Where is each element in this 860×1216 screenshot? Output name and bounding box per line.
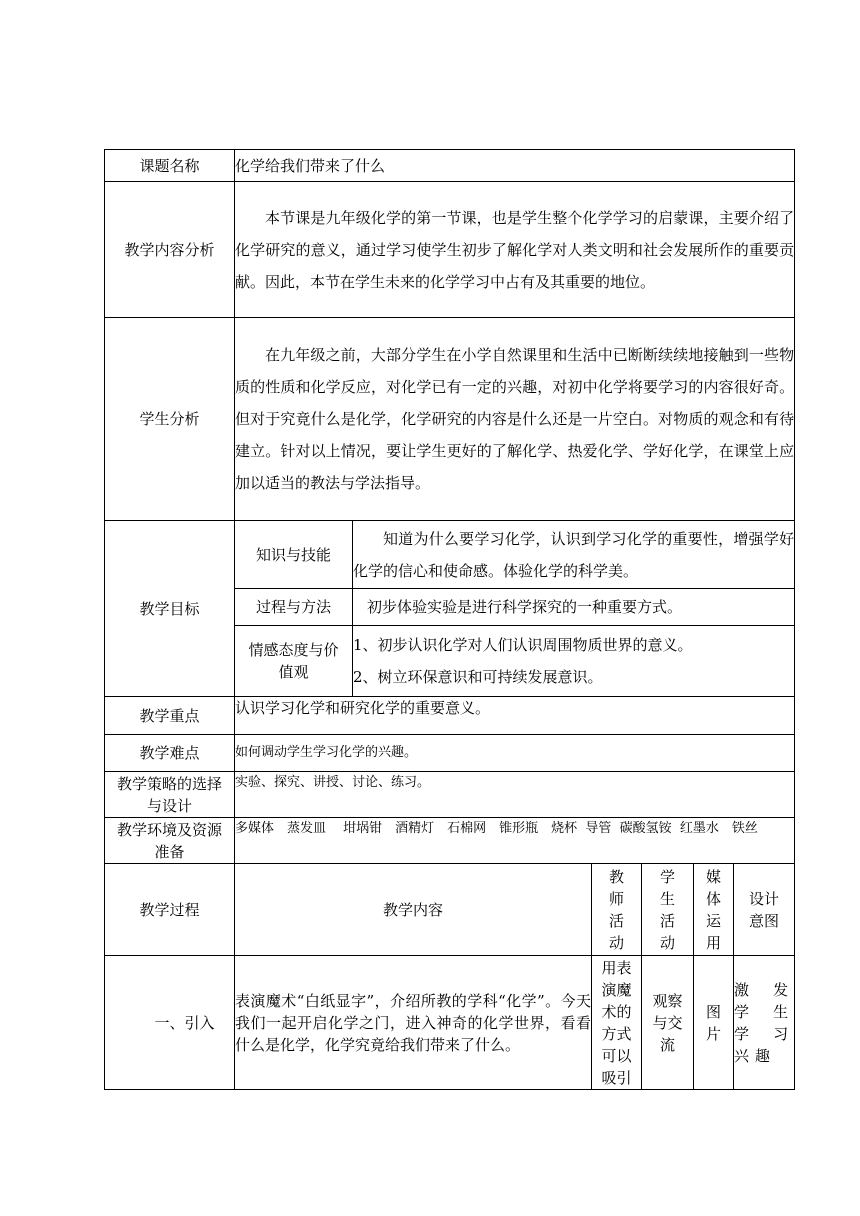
student-analysis-text: 在九年级之前，大部分学生在小学自然课里和生活中已断断续续地接触到一些物质的性质和化学反应，对化学已有一定的兴趣，对初中化学将要学习的内容很好奇。但对于究竟什么是化学，化学研究的内容是什么还是一片空白。对物质的观念和有待建立。针对以上情况，要让学生更好的了解化学、热爱化学、学好化学，在课堂上应加以适当的教法与学法指导。 xyxy=(235,346,795,492)
key-points-row xyxy=(105,697,795,735)
process-content: 表演魔术“白纸显字”，介绍所教的学科“化学”。今天我们一起开启化学之门，进入神奇的化学世界，看看什么是化学，化学究竟给我们带来了什么。 xyxy=(235,956,592,1090)
strategy-label: 教学策略的选择与设计 xyxy=(105,772,235,818)
process-header: 教学过程 xyxy=(105,864,235,956)
strategy-row xyxy=(105,772,795,818)
student-analysis-label: 学生分析 xyxy=(105,318,235,521)
key-points-label: 教学重点 xyxy=(105,697,235,735)
topic-label: 课题名称 xyxy=(105,150,235,182)
content-analysis-label: 教学内容分析 xyxy=(105,182,235,318)
topic-value: 化学给我们带来了什么 xyxy=(235,150,795,182)
lesson-plan-table xyxy=(104,149,795,1090)
media-header: 媒体运用 xyxy=(694,864,734,956)
teacher-header: 教师活动 xyxy=(592,864,642,956)
goals-label: 教学目标 xyxy=(105,521,235,697)
key-points-text: 认识学习化学和研究化学的重要意义。 xyxy=(235,697,795,735)
process-row xyxy=(105,956,795,1090)
process-design: 激发学生学习兴趣 xyxy=(734,956,795,1090)
content-analysis-row xyxy=(105,182,795,318)
knowledge-text: 知道为什么要学习化学，认识到学习化学的重要性，增强学好化学的信心和使命感。体验化学的科学美。 xyxy=(353,529,795,580)
process-step: 一、引入 xyxy=(105,956,235,1090)
environment-label: 教学环境及资源准备 xyxy=(105,818,235,864)
difficulties-row xyxy=(105,735,795,772)
goal-knowledge-row xyxy=(105,521,795,589)
student-analysis-row xyxy=(105,318,795,521)
process-method-label: 过程与方法 xyxy=(235,589,353,626)
difficulties-text: 如何调动学生学习化学的兴趣。 xyxy=(235,735,795,772)
process-student: 观察与交流 xyxy=(642,956,694,1090)
emotion-item-1: 1、初步认识化学对人们认识周围物质世界的意义。 xyxy=(353,636,693,654)
process-teacher: 用表演魔术的方式可以吸引 xyxy=(592,956,642,1090)
emotion-label: 情感态度与价值观 xyxy=(235,626,353,697)
student-header: 学生活动 xyxy=(642,864,694,956)
difficulties-label: 教学难点 xyxy=(105,735,235,772)
content-header: 教学内容 xyxy=(235,864,592,956)
strategy-text: 实验、探究、讲授、讨论、练习。 xyxy=(235,772,795,818)
process-header-row xyxy=(105,864,795,956)
process-method-text: 初步体验实验是进行科学探究的一种重要方式。 xyxy=(353,589,795,626)
environment-row xyxy=(105,818,795,864)
emotion-item-2: 2、树立环保意识和可持续发展意识。 xyxy=(353,668,603,686)
design-header: 设计意图 xyxy=(734,864,795,956)
topic-row xyxy=(105,150,795,182)
knowledge-label: 知识与技能 xyxy=(235,521,353,589)
process-media: 图片 xyxy=(694,956,734,1090)
environment-text: 多媒体 蒸发皿 坩埚钳 酒精灯 石棉网 锥形瓶 烧杯 导管 碳酸氢铵 红墨水 铁丝 xyxy=(235,818,795,864)
content-analysis-text: 本节课是九年级化学的第一节课，也是学生整个化学学习的启蒙课，主要介绍了化学研究的意义，通过学习使学生初步了解化学对人类文明和社会发展所作的重要贡献。因此，本节在学生未来的化学学习中占有及其重要的地位。 xyxy=(235,208,795,291)
